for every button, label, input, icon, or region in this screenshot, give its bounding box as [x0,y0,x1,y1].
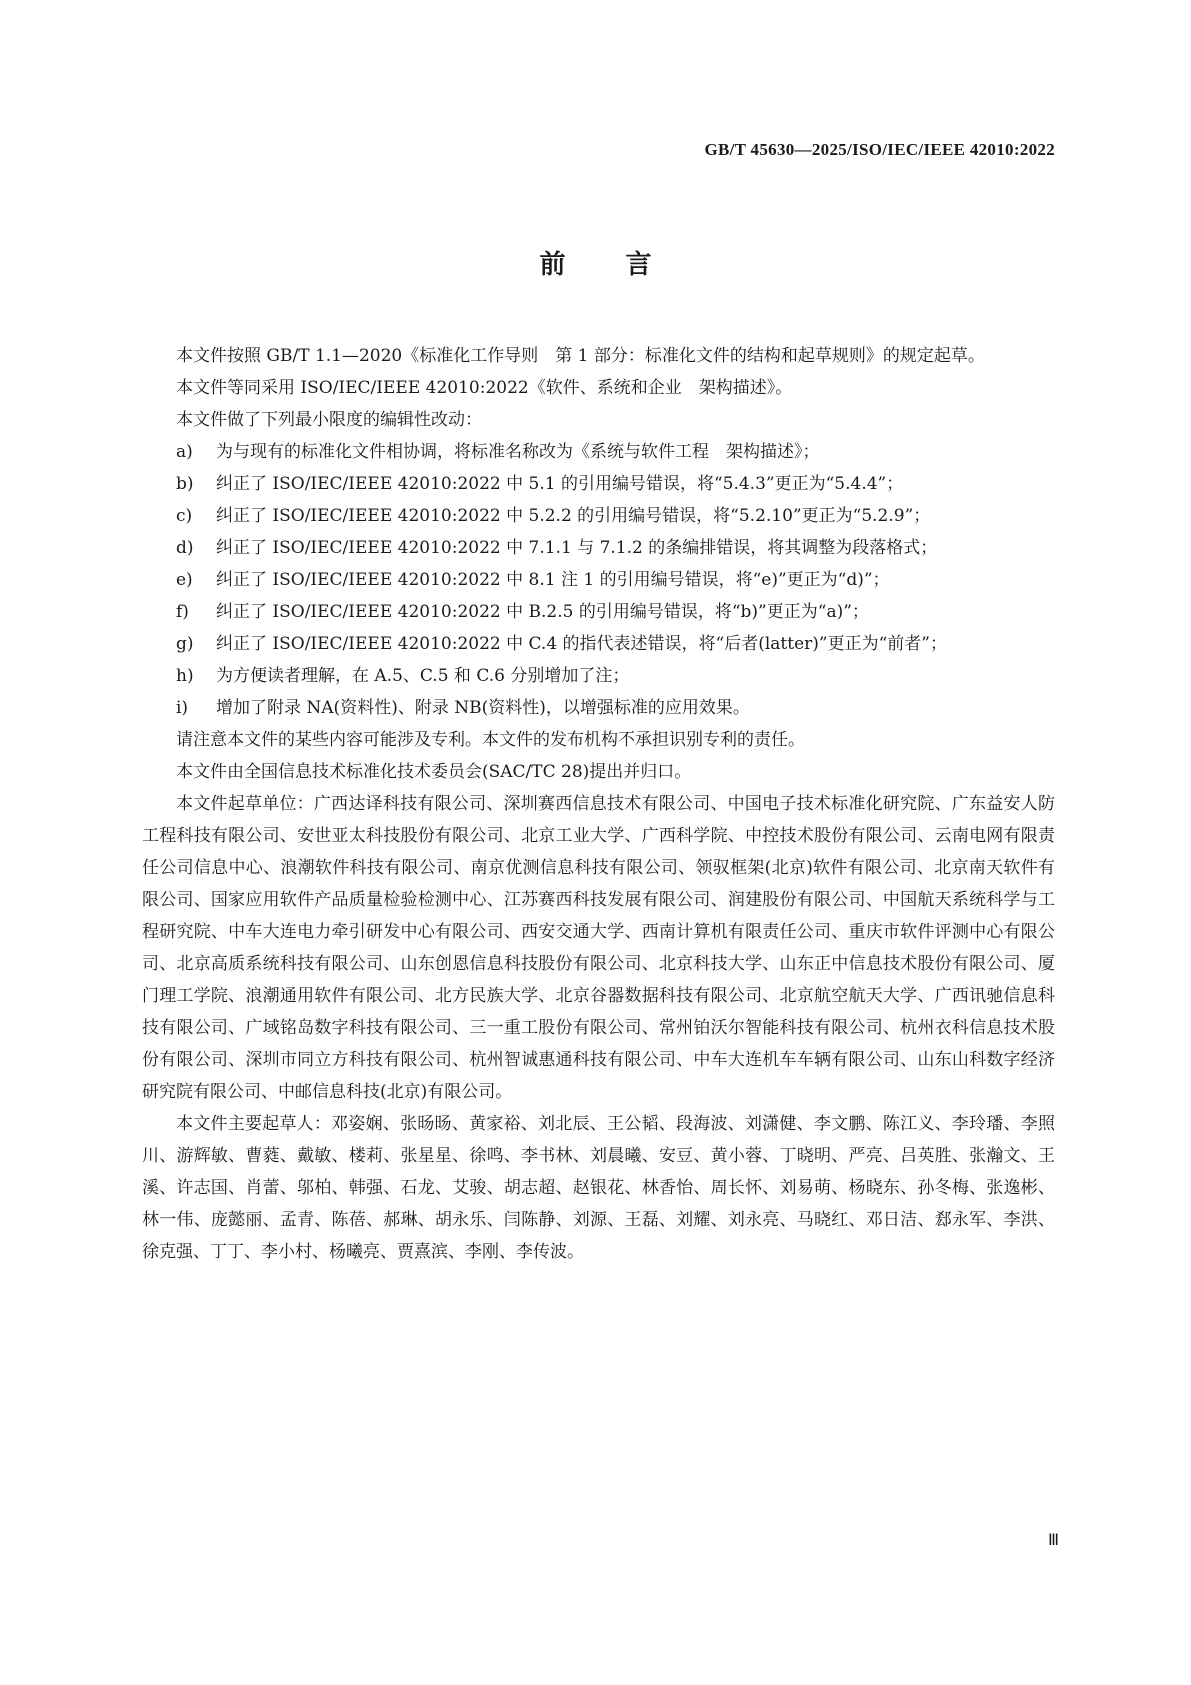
list-item [142,596,1055,628]
paragraph-adoption: 本文件等同采用 ISO/IEC/IEEE 42010:2022《软件、系统和企业 架构描述》。 [176,378,793,398]
list-item-marker: b) [176,474,194,494]
list-item-text: 为方便读者理解，在 A.5、C.5 和 C.6 分别增加了注； [216,666,630,686]
list-item [142,436,1055,468]
list-item-text: 纠正了 ISO/IEC/IEEE 42010:2022 中 5.1 的引用编号错误，将“5.4.3”更正为“5.4.4”； [216,474,904,494]
list-item-marker: a) [176,442,193,462]
list-item-text: 增加了附录 NA(资料性)、附录 NB(资料性)，以增强标准的应用效果。 [216,698,750,718]
patent-notice: 请注意本文件的某些内容可能涉及专利。本文件的发布机构不承担识别专利的责任。 [176,730,805,750]
list-item-text: 纠正了 ISO/IEC/IEEE 42010:2022 中 8.1 注 1 的引用编号错误，将“e)”更正为“d)”； [216,570,890,590]
list-item [142,500,1055,532]
list-item-marker: c) [176,506,193,526]
list-item-text: 纠正了 ISO/IEC/IEEE 42010:2022 中 B.2.5 的引用编号错误，将“b)”更正为“a)”； [216,602,869,622]
list-item [142,468,1055,500]
list-item-marker: g) [176,634,194,654]
list-item-marker: d) [176,538,194,558]
list-item-text: 纠正了 ISO/IEC/IEEE 42010:2022 中 5.2.2 的引用编号错误，将“5.2.10”更正为“5.2.9”； [216,506,931,526]
list-item [142,564,1055,596]
list-item-marker: f) [176,602,189,622]
proposer-statement: 本文件由全国信息技术标准化技术委员会(SAC/TC 28)提出并归口。 [176,762,692,782]
paragraph-changes-intro: 本文件做了下列最小限度的编辑性改动： [176,410,482,430]
editorial-changes-list [142,436,1055,724]
list-item-text: 为与现有的标准化文件相协调，将标准名称改为《系统与软件工程 架构描述》； [216,442,820,462]
list-item-marker: i) [176,698,189,718]
list-item [142,532,1055,564]
standard-code-header: GB/T 45630—2025/ISO/IEC/IEEE 42010:2022 [704,140,1055,159]
list-item-text: 纠正了 ISO/IEC/IEEE 42010:2022 中 7.1.1 与 7.1.2 的条编排错误，将其调整为段落格式； [216,538,938,558]
drafting-units: 本文件起草单位：广西达译科技有限公司、深圳赛西信息技术有限公司、中国电子技术标准化研究院、广东益安人防工程科技有限公司、安世亚太科技股份有限公司、北京工业大学、广西科学院、中控技术股份有限公司、云南电网有限责任公司信息中心、浪潮软件科技有限公司、南京优测信息科技有限公司、领驭框架(北京)软件有限公司、北京南天软件有限公司、国家应用软件产品质量检验检测中心、江苏赛西科技发展有限公司、润建股份有限公司、中国航天系统科学与工程研究院、中车大连电力牵引研发中心有限公司、西安交通大学、西南计算机有限责任公司、重庆市软件评测中心有限公司、北京高质系统科技有限公司、山东创恩信息科技股份有限公司、北京科技大学、山东正中信息技术股份有限公司、厦门理工学院、浪潮通用软件有限公司、北方民族大学、北京谷器数据科技有限公司、北京航空航天大学、广西讯驰信息科技有限公司、广域铭岛数字科技有限公司、三一重工股份有限公司、常州铂沃尔智能科技有限公司、杭州衣科信息技术股份有限公司、深圳市同立方科技有限公司、杭州智诚惠通科技有限公司、中车大连机车车辆有限公司、山东山科数字经济研究院有限公司、中邮信息科技(北京)有限公司。 [142,794,1055,1102]
list-item [142,628,1055,660]
page-title: 前言 [539,250,712,280]
list-item-marker: e) [176,570,193,590]
document-body [142,340,1055,1268]
page-number: Ⅲ [1047,1532,1059,1549]
drafters: 本文件主要起草人：邓姿娴、张旸旸、黄家裕、刘北辰、王公韬、段海波、刘潇健、李文鹏、陈江义、李玲璠、李照川、游辉敏、曹蕤、戴敏、楼莉、张星星、徐鸣、李书林、刘晨曦、安豆、黄小蓉、丁晓明、严亮、吕英胜、张瀚文、王溪、许志国、肖蕾、邬柏、韩强、石龙、艾骏、胡志超、赵银花、林香怡、周长怀、刘易萌、杨晓东、孙冬梅、张逸彬、林一伟、庞懿丽、孟青、陈蓓、郝琳、胡永乐、闫陈静、刘源、王磊、刘耀、刘永亮、马晓红、邓日洁、郄永军、李洪、徐克强、丁丁、李小村、杨曦亮、贾熹滨、李刚、李传波。 [142,1114,1055,1262]
paragraph-drafting-rules: 本文件按照 GB/T 1.1—2020《标准化工作导则 第 1 部分：标准化文件的结构和起草规则》的规定起草。 [176,346,985,366]
list-item-marker: h) [176,666,194,686]
list-item [142,660,1055,692]
list-item-text: 纠正了 ISO/IEC/IEEE 42010:2022 中 C.4 的指代表述错误，将“后者(latter)”更正为“前者”； [216,634,947,654]
list-item [142,692,1055,724]
